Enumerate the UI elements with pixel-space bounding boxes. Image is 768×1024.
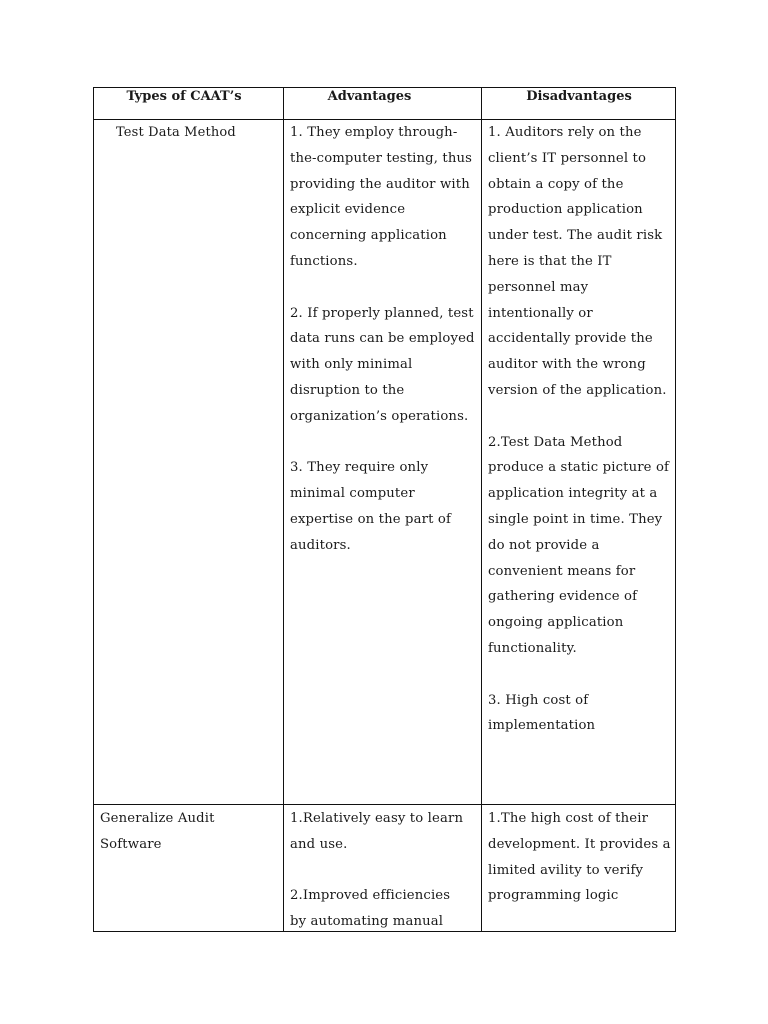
row1-advantages <box>290 120 475 559</box>
disadvantage-item: 2.Test Data Method produce a static picture of application integrity at a single point in time. They do not provide a convenient means for gathering evidence of ongoing application functionality. <box>488 434 670 656</box>
row2-advantages <box>290 806 470 932</box>
row1-type: Test Data Method <box>116 125 236 140</box>
header-advantages: Advantages <box>327 89 412 104</box>
header-disadvantages: Disadvantages <box>526 89 632 104</box>
header-types: Types of CAAT’s <box>126 89 242 104</box>
advantage-item: 3. They require only minimal computer expertise on the part of auditors. <box>290 460 452 553</box>
caat-table <box>93 87 676 932</box>
disadvantage-item: 3. High cost of implementation <box>488 692 596 734</box>
disadvantage-item: 1.The high cost of their development. It provides a limited avility to verify programming logic <box>488 811 671 904</box>
table-header-row <box>94 88 675 120</box>
advantage-item: 2.Improved efficiencies by automating manual <box>290 888 451 930</box>
advantage-item: 1.Relatively easy to learn and use. <box>290 811 464 852</box>
row-divider <box>94 804 675 805</box>
row2-type: Generalize Audit Software <box>100 811 215 852</box>
row2-disadvantages <box>488 806 674 932</box>
advantage-item: 2. If properly planned, test data runs can be employed with only minimal disruption to the organization’s operations. <box>290 305 475 424</box>
disadvantage-item: 1. Auditors rely on the client’s IT personnel to obtain a copy of the production application under test. The audit risk here is that the IT personnel may intentionally or accidentally provide the auditor with the wrong version of the application. <box>488 125 667 398</box>
advantage-item: 1. They employ through-the-computer testing, thus providing the auditor with explicit evidence concerning application functions. <box>290 125 473 269</box>
row1-disadvantages <box>488 120 674 739</box>
